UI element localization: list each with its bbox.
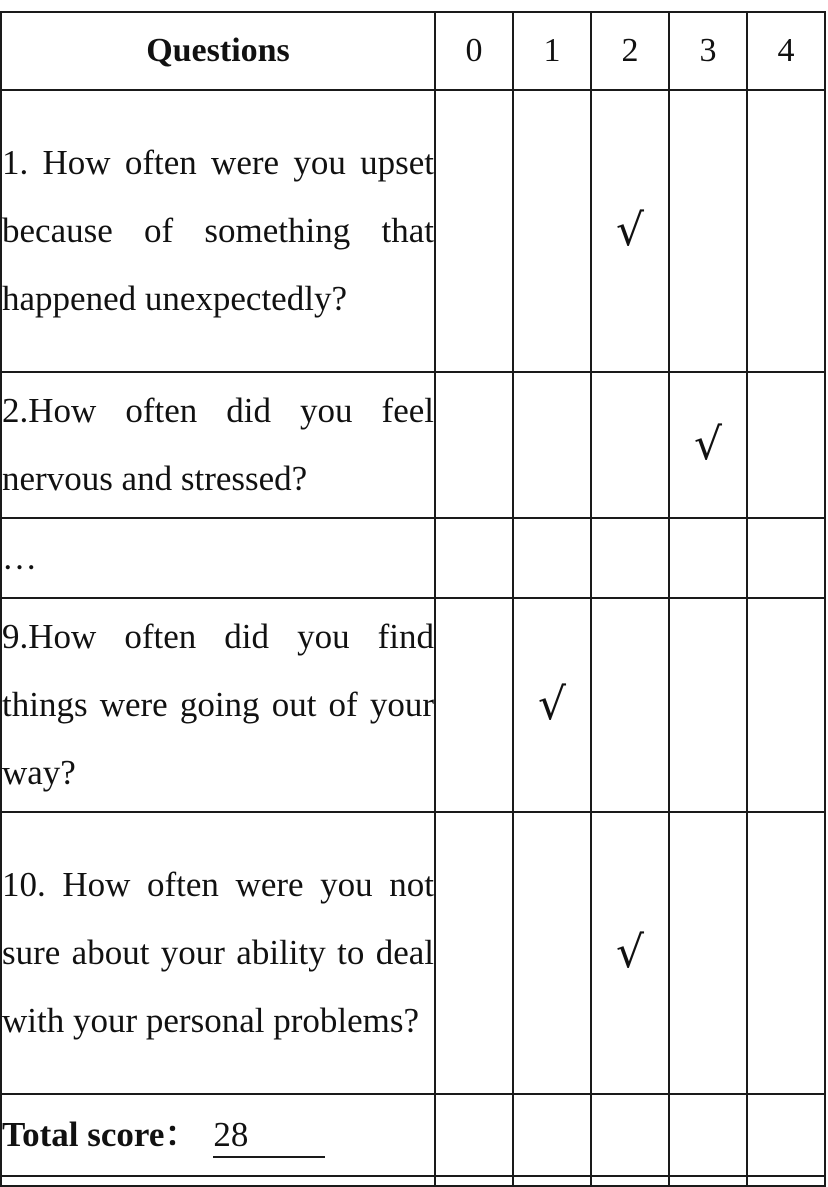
- score-cell-1[interactable]: [513, 812, 591, 1094]
- score-cell-2[interactable]: [591, 372, 669, 518]
- score-cell-3[interactable]: [669, 90, 747, 372]
- table-continuation-row: [1, 1176, 825, 1186]
- total-score-value[interactable]: 28: [213, 1114, 325, 1158]
- total-empty-cell: [513, 1094, 591, 1176]
- score-cell-1[interactable]: [513, 372, 591, 518]
- total-empty-cell: [591, 1094, 669, 1176]
- scale-header-2: 2: [591, 12, 669, 90]
- score-cell-3[interactable]: [669, 812, 747, 1094]
- score-cell-2[interactable]: [591, 518, 669, 598]
- question-row: [1, 518, 825, 598]
- question-text: 1. How often were you upset because of something that happened unexpectedly?: [1, 90, 435, 372]
- score-cell-2[interactable]: [591, 598, 669, 812]
- score-cell-1[interactable]: [513, 518, 591, 598]
- scale-header-4: 4: [747, 12, 825, 90]
- check-mark-icon: √: [693, 419, 723, 470]
- score-cell-0[interactable]: [435, 372, 513, 518]
- score-cell-1[interactable]: [513, 598, 591, 812]
- questions-header: Questions: [1, 12, 435, 90]
- score-cell-4[interactable]: [747, 90, 825, 372]
- check-mark-icon: √: [615, 205, 645, 256]
- header-row: [1, 12, 825, 90]
- total-empty-cell: [747, 1094, 825, 1176]
- scale-header-0: 0: [435, 12, 513, 90]
- score-cell-0[interactable]: [435, 812, 513, 1094]
- score-cell-2[interactable]: [591, 90, 669, 372]
- question-row: [1, 372, 825, 518]
- total-score-label: Total score：: [2, 1115, 200, 1154]
- questionnaire-table: [0, 11, 826, 1187]
- score-cell-0[interactable]: [435, 598, 513, 812]
- question-row: [1, 598, 825, 812]
- ellipsis-text: …: [1, 518, 435, 598]
- question-text: 9.How often did you find things were going out of your way?: [1, 598, 435, 812]
- score-cell-3[interactable]: [669, 598, 747, 812]
- score-cell-4[interactable]: [747, 598, 825, 812]
- check-mark-icon: √: [537, 679, 567, 730]
- score-cell-4[interactable]: [747, 372, 825, 518]
- score-cell-0[interactable]: [435, 518, 513, 598]
- score-cell-2[interactable]: [591, 812, 669, 1094]
- total-row: [1, 1094, 825, 1176]
- scale-header-1: 1: [513, 12, 591, 90]
- question-text: 2.How often did you feel nervous and stressed?: [1, 372, 435, 518]
- score-cell-4[interactable]: [747, 812, 825, 1094]
- question-row: [1, 812, 825, 1094]
- total-score-cell: [1, 1094, 435, 1176]
- question-row: [1, 90, 825, 372]
- score-cell-3[interactable]: [669, 518, 747, 598]
- question-text: 10. How often were you not sure about your ability to deal with your personal problems?: [1, 812, 435, 1094]
- scale-header-3: 3: [669, 12, 747, 90]
- score-cell-0[interactable]: [435, 90, 513, 372]
- check-mark-icon: √: [615, 927, 645, 978]
- total-empty-cell: [435, 1094, 513, 1176]
- score-cell-1[interactable]: [513, 90, 591, 372]
- score-cell-4[interactable]: [747, 518, 825, 598]
- score-cell-3[interactable]: [669, 372, 747, 518]
- total-empty-cell: [669, 1094, 747, 1176]
